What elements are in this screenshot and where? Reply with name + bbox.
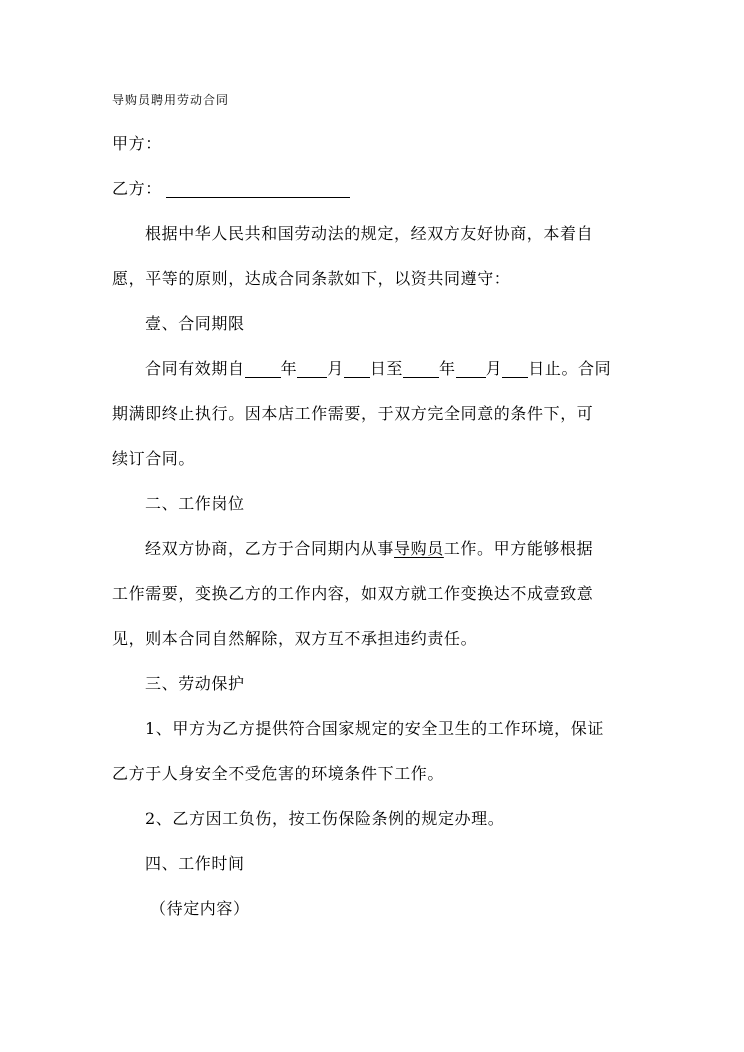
position-role: 导购员: [394, 539, 444, 558]
end-day-blank: [502, 359, 528, 378]
position-line-3: 见，则本合同自然解除，双方互不承担违约责任。: [112, 629, 478, 648]
section-3-heading: 三、劳动保护: [145, 674, 245, 693]
term-text-start: 合同有效期自: [145, 359, 245, 378]
work-time-placeholder: （待定内容）: [150, 899, 250, 918]
party-a-field: [112, 133, 162, 155]
start-year-blank: [245, 359, 281, 378]
position-text-a: 经双方协商，乙方于合同期内从事: [145, 539, 395, 558]
end-month-blank: [456, 359, 486, 378]
section-4-heading: 四、工作时间: [145, 854, 245, 873]
position-line-2: 工作需要，变换乙方的工作内容，如双方就工作变换达不成壹致意: [112, 584, 594, 603]
term-month: 月: [327, 359, 344, 378]
end-year-blank: [403, 359, 439, 378]
protection-item-1-line-2: 乙方于人身安全不受危害的环境条件下工作。: [112, 764, 445, 783]
protection-item-2: 2、乙方因工负伤，按工伤保险条例的规定办理。: [145, 809, 505, 828]
start-day-blank: [344, 359, 370, 378]
party-b-field: [112, 178, 350, 200]
term-day-to: 日至: [369, 359, 404, 378]
start-month-blank: [297, 359, 327, 378]
intro-line-1: 根据中华人民共和国劳动法的规定，经双方友好协商，本着自: [145, 224, 594, 243]
term-day-end: 日止。合同: [528, 359, 612, 378]
section-2-heading: 二、工作岗位: [145, 494, 245, 513]
term-line-3: 续订合同。: [112, 449, 196, 468]
party-b-label: 乙方：: [112, 179, 162, 198]
intro-line-2: 愿，平等的原则，达成合同条款如下，以资共同遵守：: [112, 269, 511, 288]
term-line-2: 期满即终止执行。因本店工作需要，于双方完全同意的条件下，可: [112, 404, 594, 423]
term-line-1: [145, 358, 611, 380]
party-b-blank: [166, 179, 350, 198]
document-title: 导购员聘用劳动合同: [112, 93, 230, 107]
term-month-2: 月: [485, 359, 503, 378]
position-line-1: [145, 538, 593, 560]
section-1-heading: 壹、合同期限: [145, 314, 245, 333]
term-year: 年: [280, 359, 298, 378]
protection-item-1-line-1: 1、甲方为乙方提供符合国家规定的安全卫生的工作环境，保证: [145, 719, 604, 738]
party-a-label: 甲方：: [112, 134, 162, 153]
position-text-b: 工作。甲方能够根据: [443, 539, 594, 558]
term-year-2: 年: [439, 359, 456, 378]
